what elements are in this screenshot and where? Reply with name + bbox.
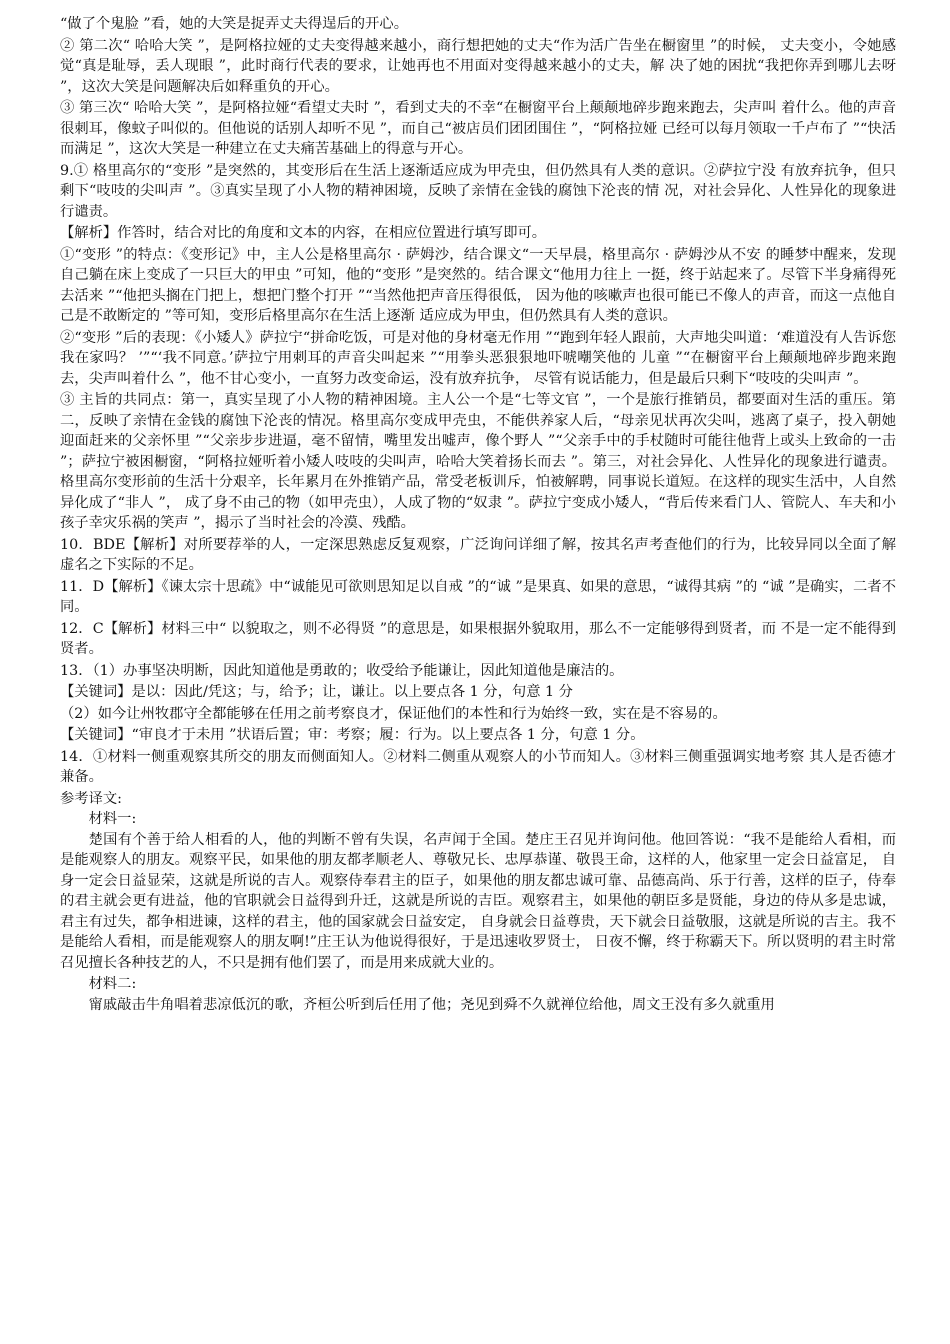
material-2-label: 材料二: (88, 976, 137, 992)
answer-10: 10．BDE【解析】对所要荐举的人，一定深思熟虑反复观察，广泛询问详细了解，按其名声考查他们的行为，比较异同以全面了解虚名之下实际的不足。 (60, 536, 896, 573)
answer-9-analysis-3: ③ 主旨的共同点：第一，真实呈现了小人物的精神困境。主人公一个是“七等文官 ”，一个是旅行推销员，都要面对生活的重压。第二，反映了亲情在金钱的腐蚀下沦丧的情况。格里高尔变成甲壳虫，不能供养家人后，“母亲见状再次尖叫，逃离了桌子，投入朝她迎面赶来的父亲怀里 ”“父亲步步进逼，毫不留情，嘴里发出嘘声，像个野人 ”“父亲手中的手杖随时可能往他背上或头上致命的一击 ”；萨拉宁被困橱窗，“阿格拉娅听着小矮人吱吱的尖叫声，哈哈大笑着扬长而去 ”。第三，对社会异化、人性异化的现象进行谴责。格里高尔变形前的生活十分艰辛，长年累月在外推销产品，常受老板训斥，怕被解聘，同事说长道短。在这样的现实生活中，人自然异化成了“非人 ”， 成了身不由己的物（如甲壳虫），人成了物的“奴隶 ”。萨拉宁变成小矮人，“背后传来看门人、管院人、车夫和小 孩子幸灾乐祸的笑声 ”，揭示了当时社会的冷漠、残酷。 (60, 392, 896, 531)
material-1-label: 材料一: (88, 811, 137, 827)
answer-8-point-2: ② 第二次“ 哈哈大笑 ”，是阿格拉娅的丈夫变得越来越小，商行想把她的丈夫“作为活广告坐在橱窗里 ”的时候， 丈夫变小，令她感觉“真是耻辱，丢人现眼 ”，此时商行代表的要求，让她再也不用面对变得越来越小的丈夫，解 决了她的困扰“我把你弄到哪儿去呀 ”，这次大笑是问题解决后如释重负的开心。 (60, 37, 896, 95)
answer-9-analysis-1: ①“变形 ”的特点：《变形记》中，主人公是格里高尔 · 萨姆沙，结合课文“一天早晨，格里高尔 · 萨姆沙从不安 的睡梦中醒来，发现自己躺在床上变成了一只巨大的甲虫 ”可知，他的“变形 ”是突然的。结合课文“他用力往上 一挺，终于站起来了。尽管下半身痛得死去活来 ”“他把头搁在门把上，想把门整个打开 ”“当然他把声音压得很低， 因为他的咳嗽声也很可能已不像人的声音，而这一点他自己是不敢断定的 ”等可知，变形后格里高尔在生活上逐渐 适应成为甲虫，但仍然具有人类的意识。 (60, 246, 896, 324)
answer-12: 12．C【解析】材料三中“ 以貌取之，则不必得贤 ”的意思是，如果根据外貌取用，那么不一定能够得到贤者，而 不是一定不能得到贤者。 (60, 620, 896, 657)
document-page (60, 14, 896, 1016)
answer-14: 14．①材料一侧重观察其所交的朋友而侧面知人。②材料二侧重从观察人的小节而知人。③材料三侧重强调实地考察 其人是否德才兼备。 (60, 748, 896, 785)
material-1-text: 楚国有个善于给人相看的人，他的判断不曾有失误，名声闻于全国。楚庄王召见并询问他。他回答说：“我不是能给人看相，而是能观察人的朋友。观察平民，如果他的朋友都孝顺老人、尊敬兄长、忠厚恭谨、敬畏王命，这样的人，他家里一定会日益富足， 自身一定会日益显荣，这就是所说的吉人。观察侍奉君主的臣子，如果他的朋友都忠诚可靠、品德高尚、乐于行善，这样的臣子，侍奉的君主就会更有进益，他的官职就会日益得到升迁，这就是所说的吉臣。观察君主，如果他的朝臣多是贤能，身边的侍从多是忠诚，君主有过失，都争相进谏，这样的君主，他的国家就会日益安定， 自身就会日益尊贵，天下就会日益敬服，这就是所说的吉主。我不是能给人看相，而是能观察人的朋友啊!”庄王认为他说得很好，于是迅速收罗贤士， 日夜不懈，终于称霸天下。所以贤明的君主时常召见擅长各种技艺的人，不只是拥有他们罢了，而是用来成就大业的。 (60, 831, 896, 971)
answer-13-1: 13．（1）办事坚决明断，因此知道他是勇敢的；收受给予能谦让，因此知道他是廉洁的。 (60, 662, 624, 679)
answer-9-analysis-2: ②“变形 ”后的表现：《小矮人》萨拉宁“拼命吃饭，可是对他的身材毫无作用 ”“跑到年轻人跟前，大声地尖叫道：‘难道没有人告诉您我在家吗？ ’”“‘我不同意。’萨拉宁用刺耳的声音尖叫起来 ”“用拳头恶狠狠地吓唬嘲笑他的 儿童 ”“在橱窗平台上颠颠地碎步跑来跑去，尖声叫着什么 ”，他不甘心变小，一直努力改变命运，没有放弃抗争， 尽管有说话能力，但是最后只剩下“吱吱的尖叫声 ”。 (60, 329, 896, 387)
answer-8-continuation: “做了个鬼脸 ”看，她的大笑是捉弄丈夫得逞后的开心。 (60, 16, 408, 32)
material-2-text: 甯戚敲击牛角唱着悲凉低沉的歌，齐桓公听到后任用了他；尧见到舜不久就禅位给他，周文王没有多久就重用 (88, 996, 775, 1013)
answer-13-2: （2）如今让州牧郡守全都能够在任用之前考察良才，保证他们的本性和行为始终一致，实在是不容易的。 (60, 705, 727, 722)
answer-11: 11．D【解析】《谏太宗十思疏》中“诚能见可欲则思知足以自戒 ”的“诚 ”是果真、如果的意思，“诚得其病 ”的 “诚 ”是确实，二者不同。 (60, 578, 896, 615)
answer-9-analysis-intro: 【解析】作答时，结合对比的角度和文本的内容，在相应位置进行填写即可。 (60, 225, 547, 241)
translation-heading: 参考译文: (60, 790, 123, 807)
answer-8-point-3: ③ 第三次“ 哈哈大笑 ”，是阿格拉娅“看望丈夫时 ”，看到丈夫的不幸“在橱窗平台上颠颠地碎步跑来跑去，尖声叫 着什么。他的声音很刺耳，像蚊子叫似的。但他说的话别人却听不见 ”，而自己“被店员们团团围住 ”，“阿格拉娅 已经可以每月领取一千卢布了 ”“快活而满足 ”，这次大笑是一种建立在丈夫痛苦基础上的得意与开心。 (60, 100, 896, 157)
answer-9: 9.① 格里高尔的“变形 ”是突然的，其变形后在生活上逐渐适应成为甲壳虫，但仍然具有人类的意识。②萨拉宁没 有放弃抗争，但只剩下“吱吱的尖叫声 ”。③真实呈现了小人物的精神困境，反映了亲情在金钱的腐蚀下沦丧的情 况，对社会异化、人性异化的现象进行谴责。 (60, 162, 896, 220)
answer-13-2-keywords: 【关键词】“审良才于未用 ”状语后置；审：考察；履：行为。以上要点各 1 分，句意 1 分。 (60, 727, 645, 743)
answer-13-1-keywords: 【关键词】是以：因此/凭这；与，给予；让，谦让。以上要点各 1 分，句意 1 分 (60, 684, 573, 700)
